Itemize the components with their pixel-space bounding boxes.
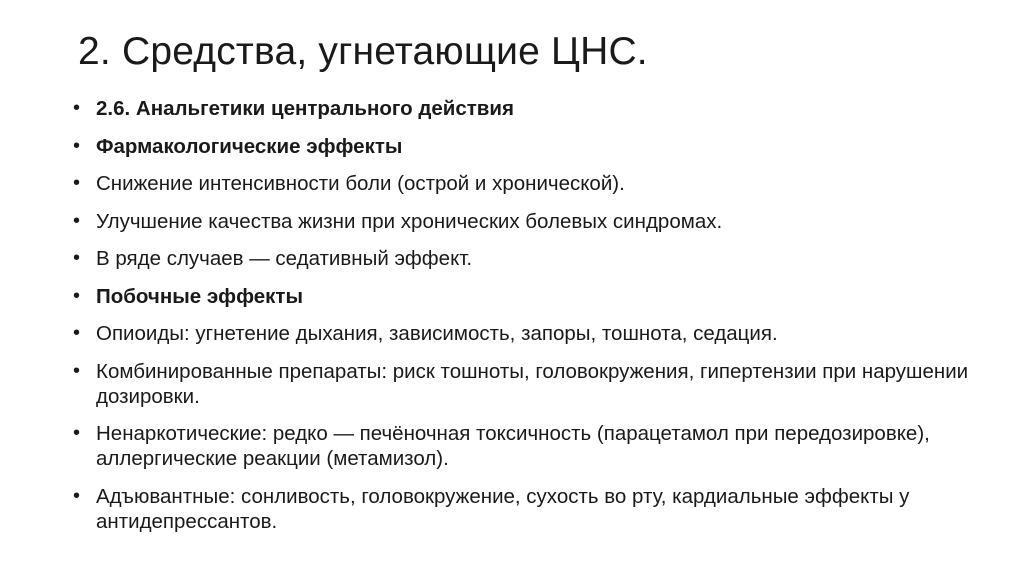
bullet-marker: • xyxy=(73,422,81,444)
bullet-marker: • xyxy=(73,284,81,307)
bullet-item xyxy=(72,359,972,409)
bullet-text: Ненаркотические: редко — печёночная токсичность (парацетамол при передозировке), аллергические реакции (метамизол). xyxy=(96,422,930,470)
bullet-item xyxy=(72,209,972,234)
bullet-item xyxy=(72,284,972,309)
bullet-item xyxy=(72,96,972,121)
bullet-text: Опиоиды: угнетение дыхания, зависимость, запоры, тошнота, седация. xyxy=(96,322,778,345)
bullet-text: Адъювантные: сонливость, головокружение, сухость во рту, кардиальные эффекты у антидепрессантов. xyxy=(96,484,910,533)
bullet-marker: • xyxy=(73,322,81,344)
bullet-marker: • xyxy=(73,359,81,382)
bullet-text: 2.6. Анальгетики центрального действия xyxy=(96,97,514,120)
bullet-text: Фармакологические эффекты xyxy=(96,134,403,158)
slide-title: 2. Средства, угнетающие ЦНС. xyxy=(78,30,648,73)
bullet-text: В ряде случаев — седативный эффект. xyxy=(96,247,473,270)
bullet-marker: • xyxy=(73,97,81,119)
bullet-text: Улучшение качества жизни при хронических болевых синдромах. xyxy=(96,209,723,233)
bullet-marker: • xyxy=(73,484,81,507)
bullet-item xyxy=(72,171,972,196)
bullet-item xyxy=(72,484,972,534)
bullet-item xyxy=(72,421,972,471)
bullet-marker: • xyxy=(73,247,81,269)
bullet-marker: • xyxy=(73,134,81,157)
bullet-item xyxy=(72,321,972,346)
bullet-text: Побочные эффекты xyxy=(96,284,303,308)
bullet-text: Комбинированные препараты: риск тошноты, головокружения, гипертензии при нарушении дозировки. xyxy=(96,359,969,408)
bullet-item xyxy=(72,246,972,271)
bullet-item xyxy=(72,134,972,159)
bullet-marker: • xyxy=(73,209,81,232)
bullet-list xyxy=(72,96,972,546)
bullet-text: Снижение интенсивности боли (острой и хронической). xyxy=(96,172,625,195)
bullet-marker: • xyxy=(73,172,81,194)
